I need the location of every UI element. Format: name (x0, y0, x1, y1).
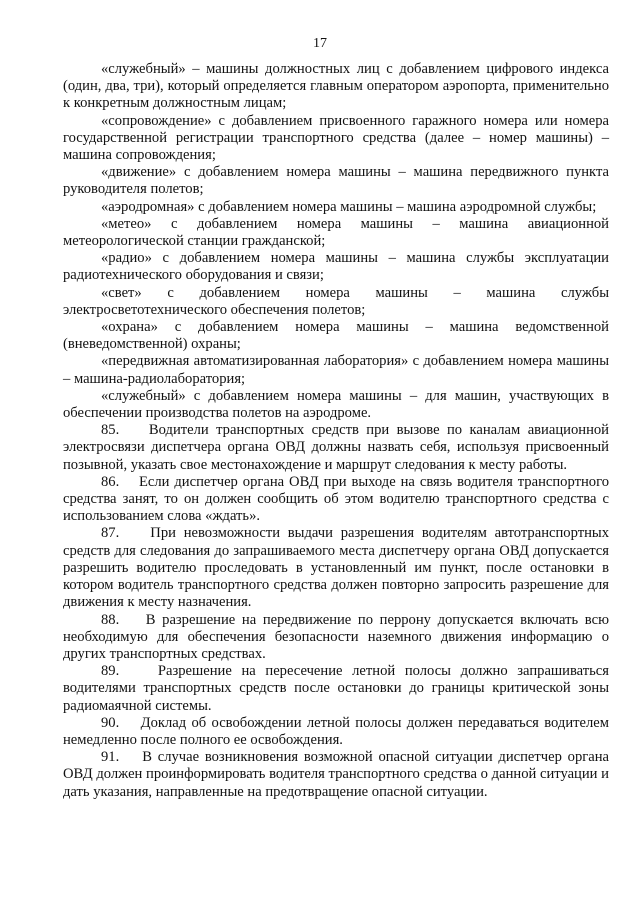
paragraph-callsign-meteo: «метео» с добавлением номера машины – машина авиационной метеорологической станции гражданской; (63, 215, 613, 250)
paragraph-90: 90. Доклад об освобождении летной полосы должен передаваться водителем немедленно после полного ее освобождения. (63, 714, 613, 748)
paragraph-91: 91. В случае возникновения возможной опасной ситуации диспетчер органа ОВД должен проинформировать водителя транспортного средства о данной ситуации и дать указания, направленные на предотвращение опасной ситуации. (63, 749, 613, 800)
paragraph-callsign-okhrana: «охрана» с добавлением номера машины – машина ведомственной (вневедомственной) охраны; (63, 319, 613, 353)
paragraph-callsign-svet: «свет» с добавлением номера машины – машина службы электросветотехнического обеспечения полетов; (63, 284, 613, 318)
paragraph-callsign-dvizhenie: «движение» с добавлением номера машины – машина передвижного пункта руководителя полетов; (63, 164, 613, 198)
paragraph-callsign-soprovozhdenie: «сопровождение» с добавлением присвоенного гаражного номера или номера государственной регистрации транспортного средства (далее – номер машины) – машина сопровождения; (63, 112, 613, 164)
paragraph-85: 85. Водители транспортных средств при вызове по каналам авиационной электросвязи диспетчера органа ОВД должны назвать себя, используя присвоенный позывной, указать свое местонахождение и маршрут следования к месту работы. (63, 422, 613, 473)
paragraph-callsign-radio: «радио» с добавлением номера машины – машина службы эксплуатации радиотехнического оборудования и связи; (63, 250, 613, 284)
paragraph-callsign-sluzhebny-vehicles: «служебный» с добавлением номера машины – для машин, участвующих в обеспечении производства полетов на аэродроме. (63, 387, 613, 422)
paragraph-87: 87. При невозможности выдачи разрешения водителям автотранспортных средств для следования до запрашиваемого места диспетчеру органа ОВД допускается разрешить водителю проследовать в установленный им пункт, после остановки в котором водитель транспортного средства должен повторно запросить разрешение для движения к месту назначения. (63, 525, 613, 611)
page-number: 17 (313, 36, 327, 51)
paragraph-86: 86. Если диспетчер органа ОВД при выходе на связь водителя транспортного средства занят, то он должен сообщить об этом водителю транспортного средства с использованием слова «ждать». (63, 473, 613, 525)
paragraph-88: 88. В разрешение на передвижение по перрону допускается включать всю необходимую для обеспечения безопасности наземного движения информацию о других транспортных средствах. (63, 611, 613, 662)
paragraph-callsign-laboratoriya: «передвижная автоматизированная лаборатория» с добавлением номера машины – машина-радиолаборатория; (63, 353, 613, 387)
paragraph-89: 89. Разрешение на пересечение летной полосы должно запрашиваться водителями транспортных средств после остановки до границы критической зоны радиомаячной системы. (63, 663, 613, 714)
document-body (63, 61, 613, 801)
paragraph-callsign-aerodromnaya: «аэродромная» с добавлением номера машины – машина аэродромной службы; (101, 198, 597, 215)
paragraph-callsign-sluzhebny-officials: «служебный» – машины должностных лиц с добавлением цифрового индекса (один, два, три), который определяется главным оператором аэропорта, применительно к конкретным должностным лицам; (63, 61, 613, 112)
